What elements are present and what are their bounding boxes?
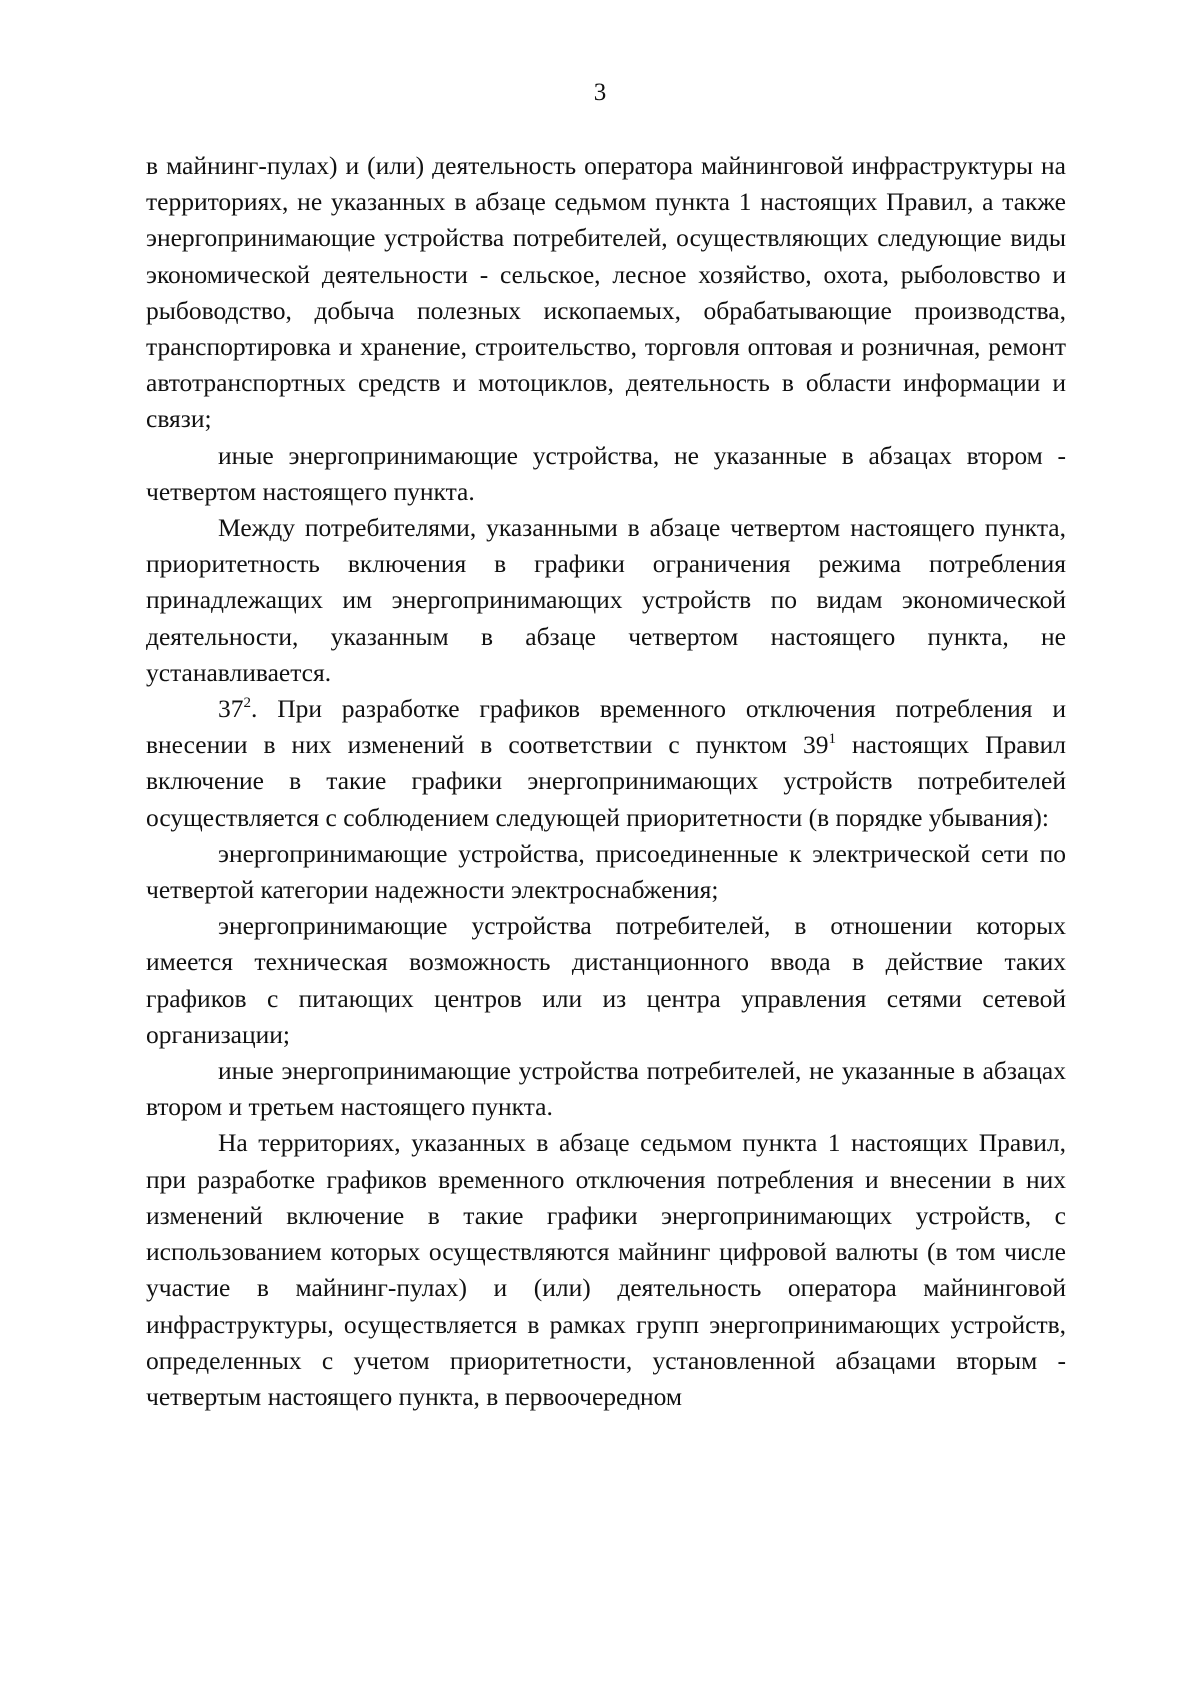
section-number: 37: [218, 694, 244, 724]
paragraph-remote-control: энергопринимающие устройства потребителей, в отношении которых имеется техническая возможность дистанционного ввода в действие таких графиков с питающих центров или из центра управления сетями сетевой организации;: [146, 911, 1066, 1049]
paragraph-section-37-2: [146, 691, 1066, 836]
page-number: 3: [593, 79, 607, 106]
body-text: [146, 148, 1066, 1415]
section-text-part2: настоящих Правил включение в такие графики энергопринимающих устройств потребителей осуществляется с соблюдением следующей приоритетности (в порядке убывания):: [146, 730, 1067, 832]
paragraph-other-devices: иные энергопринимающие устройства, не указанные в абзацах втором - четвертом настоящего пункта.: [146, 440, 1066, 506]
section-superscript: 2: [243, 695, 251, 712]
paragraph-fourth-category: энергопринимающие устройства, присоединенные к электрической сети по четвертой категории надежности электроснабжения;: [146, 838, 1066, 905]
paragraph-other-consumer-devices: иные энергопринимающие устройства потребителей, не указанные в абзацах втором и третьем настоящего пункта.: [146, 1056, 1066, 1122]
section-text-part1: . При разработке графиков временного отключения потребления и внесении в них изменений в соответствии с пунктом 39: [146, 694, 1066, 760]
paragraph-continuation: в майнинг-пулах) и (или) деятельность оператора майнинговой инфраструктуры на территориях, не указанных в абзаце седьмом пункта 1 настоящих Правил, а также энергопринимающие устройства потребителей, осуществляющих следующие виды экономической деятельности - сельское, лесное хозяйство, охота, рыболовство и рыбоводство, добыча полезных ископаемых, обрабатывающие производства, транспортировка и хранение, строительство, торговля оптовая и розничная, ремонт автотранспортных средств и мотоциклов, деятельность в области информации и связи;: [146, 151, 1066, 434]
reference-superscript: 1: [828, 731, 837, 748]
paragraph-priority-not-set: Между потребителями, указанными в абзаце четвертом настоящего пункта, приоритетность включения в графики ограничения режима потребления принадлежащих им энергопринимающих устройств по видам экономической деятельности, указанным в абзаце четвертом настоящего пункта, не устанавливается.: [146, 513, 1066, 687]
paragraph-mining-territories: На территориях, указанных в абзаце седьмом пункта 1 настоящих Правил, при разработке графиков временного отключения потребления и внесении в них изменений включение в такие графики энергопринимающих устройств, с использованием которых осуществляются майнинг цифровой валюты (в том числе участие в майнинг-пулах) и (или) деятельность оператора майнинговой инфраструктуры, осуществляется в рамках групп энергопринимающих устройств, определенных с учетом приоритетности, установленной абзацами вторым - четвертым настоящего пункта, в первоочередном: [146, 1128, 1066, 1411]
